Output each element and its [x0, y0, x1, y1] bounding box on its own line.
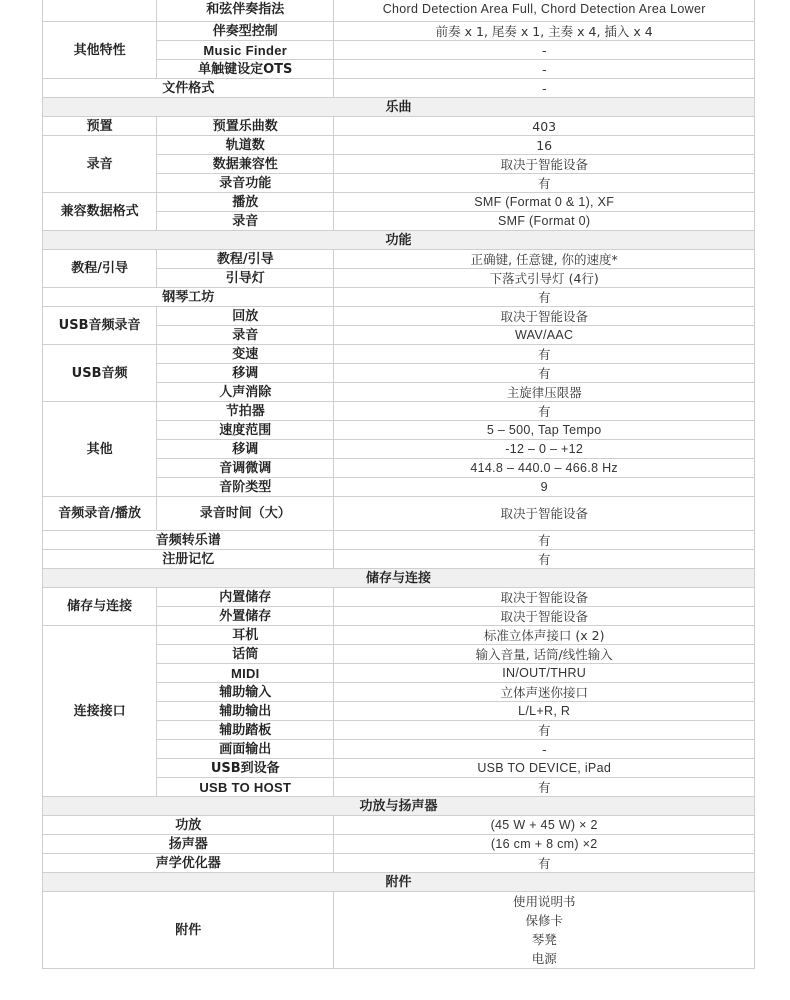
section-title: 功能: [43, 231, 755, 250]
spec-row: [43, 854, 755, 873]
row-label: 节拍器: [157, 402, 334, 421]
row-label: 文件格式: [43, 79, 334, 98]
group-label: 其他: [43, 402, 157, 497]
row-value: 403: [334, 117, 755, 136]
row-value: 有: [334, 345, 755, 364]
row-label: 辅助输入: [157, 683, 334, 702]
row-value: 取决于智能设备: [334, 588, 755, 607]
row-label: 播放: [157, 193, 334, 212]
row-value: SMF (Format 0 & 1), XF: [334, 193, 755, 212]
section-header: [43, 569, 755, 588]
spec-row: [43, 22, 755, 41]
row-label: 录音: [157, 326, 334, 345]
row-label: 人声消除: [157, 383, 334, 402]
group-label: USB音频录音: [43, 307, 157, 345]
group-label: 教程/引导: [43, 250, 157, 288]
row-value: 有: [334, 721, 755, 740]
row-label: 录音时间（大）: [157, 497, 334, 531]
row-label: 和弦伴奏指法: [157, 0, 334, 22]
list-item: 保修卡: [525, 913, 563, 928]
row-value: WAV/AAC: [334, 326, 755, 345]
row-value: 前奏 x 1, 尾奏 x 1, 主奏 x 4, 插入 x 4: [334, 22, 755, 41]
row-label: 注册记忆: [43, 550, 334, 569]
row-value: -: [334, 79, 755, 98]
list-item: 琴凳: [531, 932, 557, 947]
row-label: USB TO HOST: [157, 778, 334, 797]
section-header: [43, 98, 755, 117]
row-label: 伴奏型控制: [157, 22, 334, 41]
group-label: 连接接口: [43, 626, 157, 797]
row-value: 16: [334, 136, 755, 155]
spec-row: [43, 588, 755, 607]
row-value: L/L+R, R: [334, 702, 755, 721]
row-label: 教程/引导: [157, 250, 334, 269]
section-title: 功放与扬声器: [43, 797, 755, 816]
spec-row: [43, 835, 755, 854]
spec-row: [43, 892, 755, 969]
row-value: 标准立体声接口 (x 2): [334, 626, 755, 645]
row-value: -: [334, 41, 755, 60]
row-label: 话筒: [157, 645, 334, 664]
row-value: USB TO DEVICE, iPad: [334, 759, 755, 778]
group-label: 兼容数据格式: [43, 193, 157, 231]
spec-table: [42, 0, 755, 969]
row-label: 轨道数: [157, 136, 334, 155]
group-label: 预置: [43, 117, 157, 136]
accessories-list: [334, 892, 755, 969]
group-label: USB音频: [43, 345, 157, 402]
row-label: 录音功能: [157, 174, 334, 193]
row-label: 单触键设定OTS: [157, 60, 334, 79]
spec-row: [43, 288, 755, 307]
group-label: 录音: [43, 136, 157, 193]
row-label: 画面输出: [157, 740, 334, 759]
section-header: [43, 231, 755, 250]
row-value: 取决于智能设备: [334, 607, 755, 626]
row-value: IN/OUT/THRU: [334, 664, 755, 683]
group-label: 其他特性: [43, 22, 157, 79]
section-title: 乐曲: [43, 98, 755, 117]
spec-row: [43, 250, 755, 269]
row-label: 钢琴工坊: [43, 288, 334, 307]
row-value: 立体声迷你接口: [334, 683, 755, 702]
row-value: 主旋律压限器: [334, 383, 755, 402]
spec-row: [43, 193, 755, 212]
row-label: 内置储存: [157, 588, 334, 607]
row-label: 引导灯: [157, 269, 334, 288]
blank-cell: [43, 0, 157, 22]
row-value: -12 – 0 – +12: [334, 440, 755, 459]
spec-row: [43, 531, 755, 550]
spec-row: [43, 345, 755, 364]
spec-row: [43, 497, 755, 531]
row-label: 音阶类型: [157, 478, 334, 497]
row-label: 耳机: [157, 626, 334, 645]
row-value: 有: [334, 364, 755, 383]
row-label: 扬声器: [43, 835, 334, 854]
list-item: 使用说明书: [512, 894, 576, 909]
row-value: 有: [334, 778, 755, 797]
row-value: 正确键, 任意键, 你的速度*: [334, 250, 755, 269]
section-header: [43, 797, 755, 816]
row-label: 速度范围: [157, 421, 334, 440]
row-label: 辅助输出: [157, 702, 334, 721]
section-title: 储存与连接: [43, 569, 755, 588]
spec-row: [43, 816, 755, 835]
spec-row: [43, 402, 755, 421]
spec-row: [43, 307, 755, 326]
row-label: 音频转乐谱: [43, 531, 334, 550]
row-value: 有: [334, 550, 755, 569]
row-value: 有: [334, 288, 755, 307]
row-label: 预置乐曲数: [157, 117, 334, 136]
section-header: [43, 873, 755, 892]
row-value: 取决于智能设备: [334, 497, 755, 531]
row-label: USB到设备: [157, 759, 334, 778]
group-label: 音频录音/播放: [43, 497, 157, 531]
row-value: 5 – 500, Tap Tempo: [334, 421, 755, 440]
row-value: 有: [334, 402, 755, 421]
row-label: 功放: [43, 816, 334, 835]
row-label: 附件: [43, 892, 334, 969]
row-value: SMF (Format 0): [334, 212, 755, 231]
row-value: 输入音量, 话筒/线性输入: [334, 645, 755, 664]
row-label: 移调: [157, 364, 334, 383]
row-value: 取决于智能设备: [334, 155, 755, 174]
row-label: 音调微调: [157, 459, 334, 478]
row-label: MIDI: [157, 664, 334, 683]
row-value: -: [334, 60, 755, 79]
section-title: 附件: [43, 873, 755, 892]
row-value: 9: [334, 478, 755, 497]
row-value: -: [334, 740, 755, 759]
spec-row: [43, 117, 755, 136]
row-label: 外置储存: [157, 607, 334, 626]
spec-row: [43, 136, 755, 155]
spec-row: [43, 79, 755, 98]
row-value: 取决于智能设备: [334, 307, 755, 326]
group-label: 储存与连接: [43, 588, 157, 626]
row-label: 数据兼容性: [157, 155, 334, 174]
spec-row: [43, 550, 755, 569]
row-value: 有: [334, 531, 755, 550]
row-label: 声学优化器: [43, 854, 334, 873]
row-label: 回放: [157, 307, 334, 326]
spec-row: [43, 626, 755, 645]
row-label: 变速: [157, 345, 334, 364]
row-label: 录音: [157, 212, 334, 231]
row-value: Chord Detection Area Full, Chord Detection Area Lower: [334, 0, 755, 22]
row-label: Music Finder: [157, 41, 334, 60]
row-value: 414.8 – 440.0 – 466.8 Hz: [334, 459, 755, 478]
spec-row: [43, 0, 755, 22]
row-value: 有: [334, 174, 755, 193]
row-value: 下落式引导灯 (4行): [334, 269, 755, 288]
row-label: 辅助踏板: [157, 721, 334, 740]
row-value: 有: [334, 854, 755, 873]
list-item: 电源: [531, 951, 557, 966]
row-value: (16 cm + 8 cm) ×2: [334, 835, 755, 854]
row-value: (45 W + 45 W) × 2: [334, 816, 755, 835]
row-label: 移调: [157, 440, 334, 459]
